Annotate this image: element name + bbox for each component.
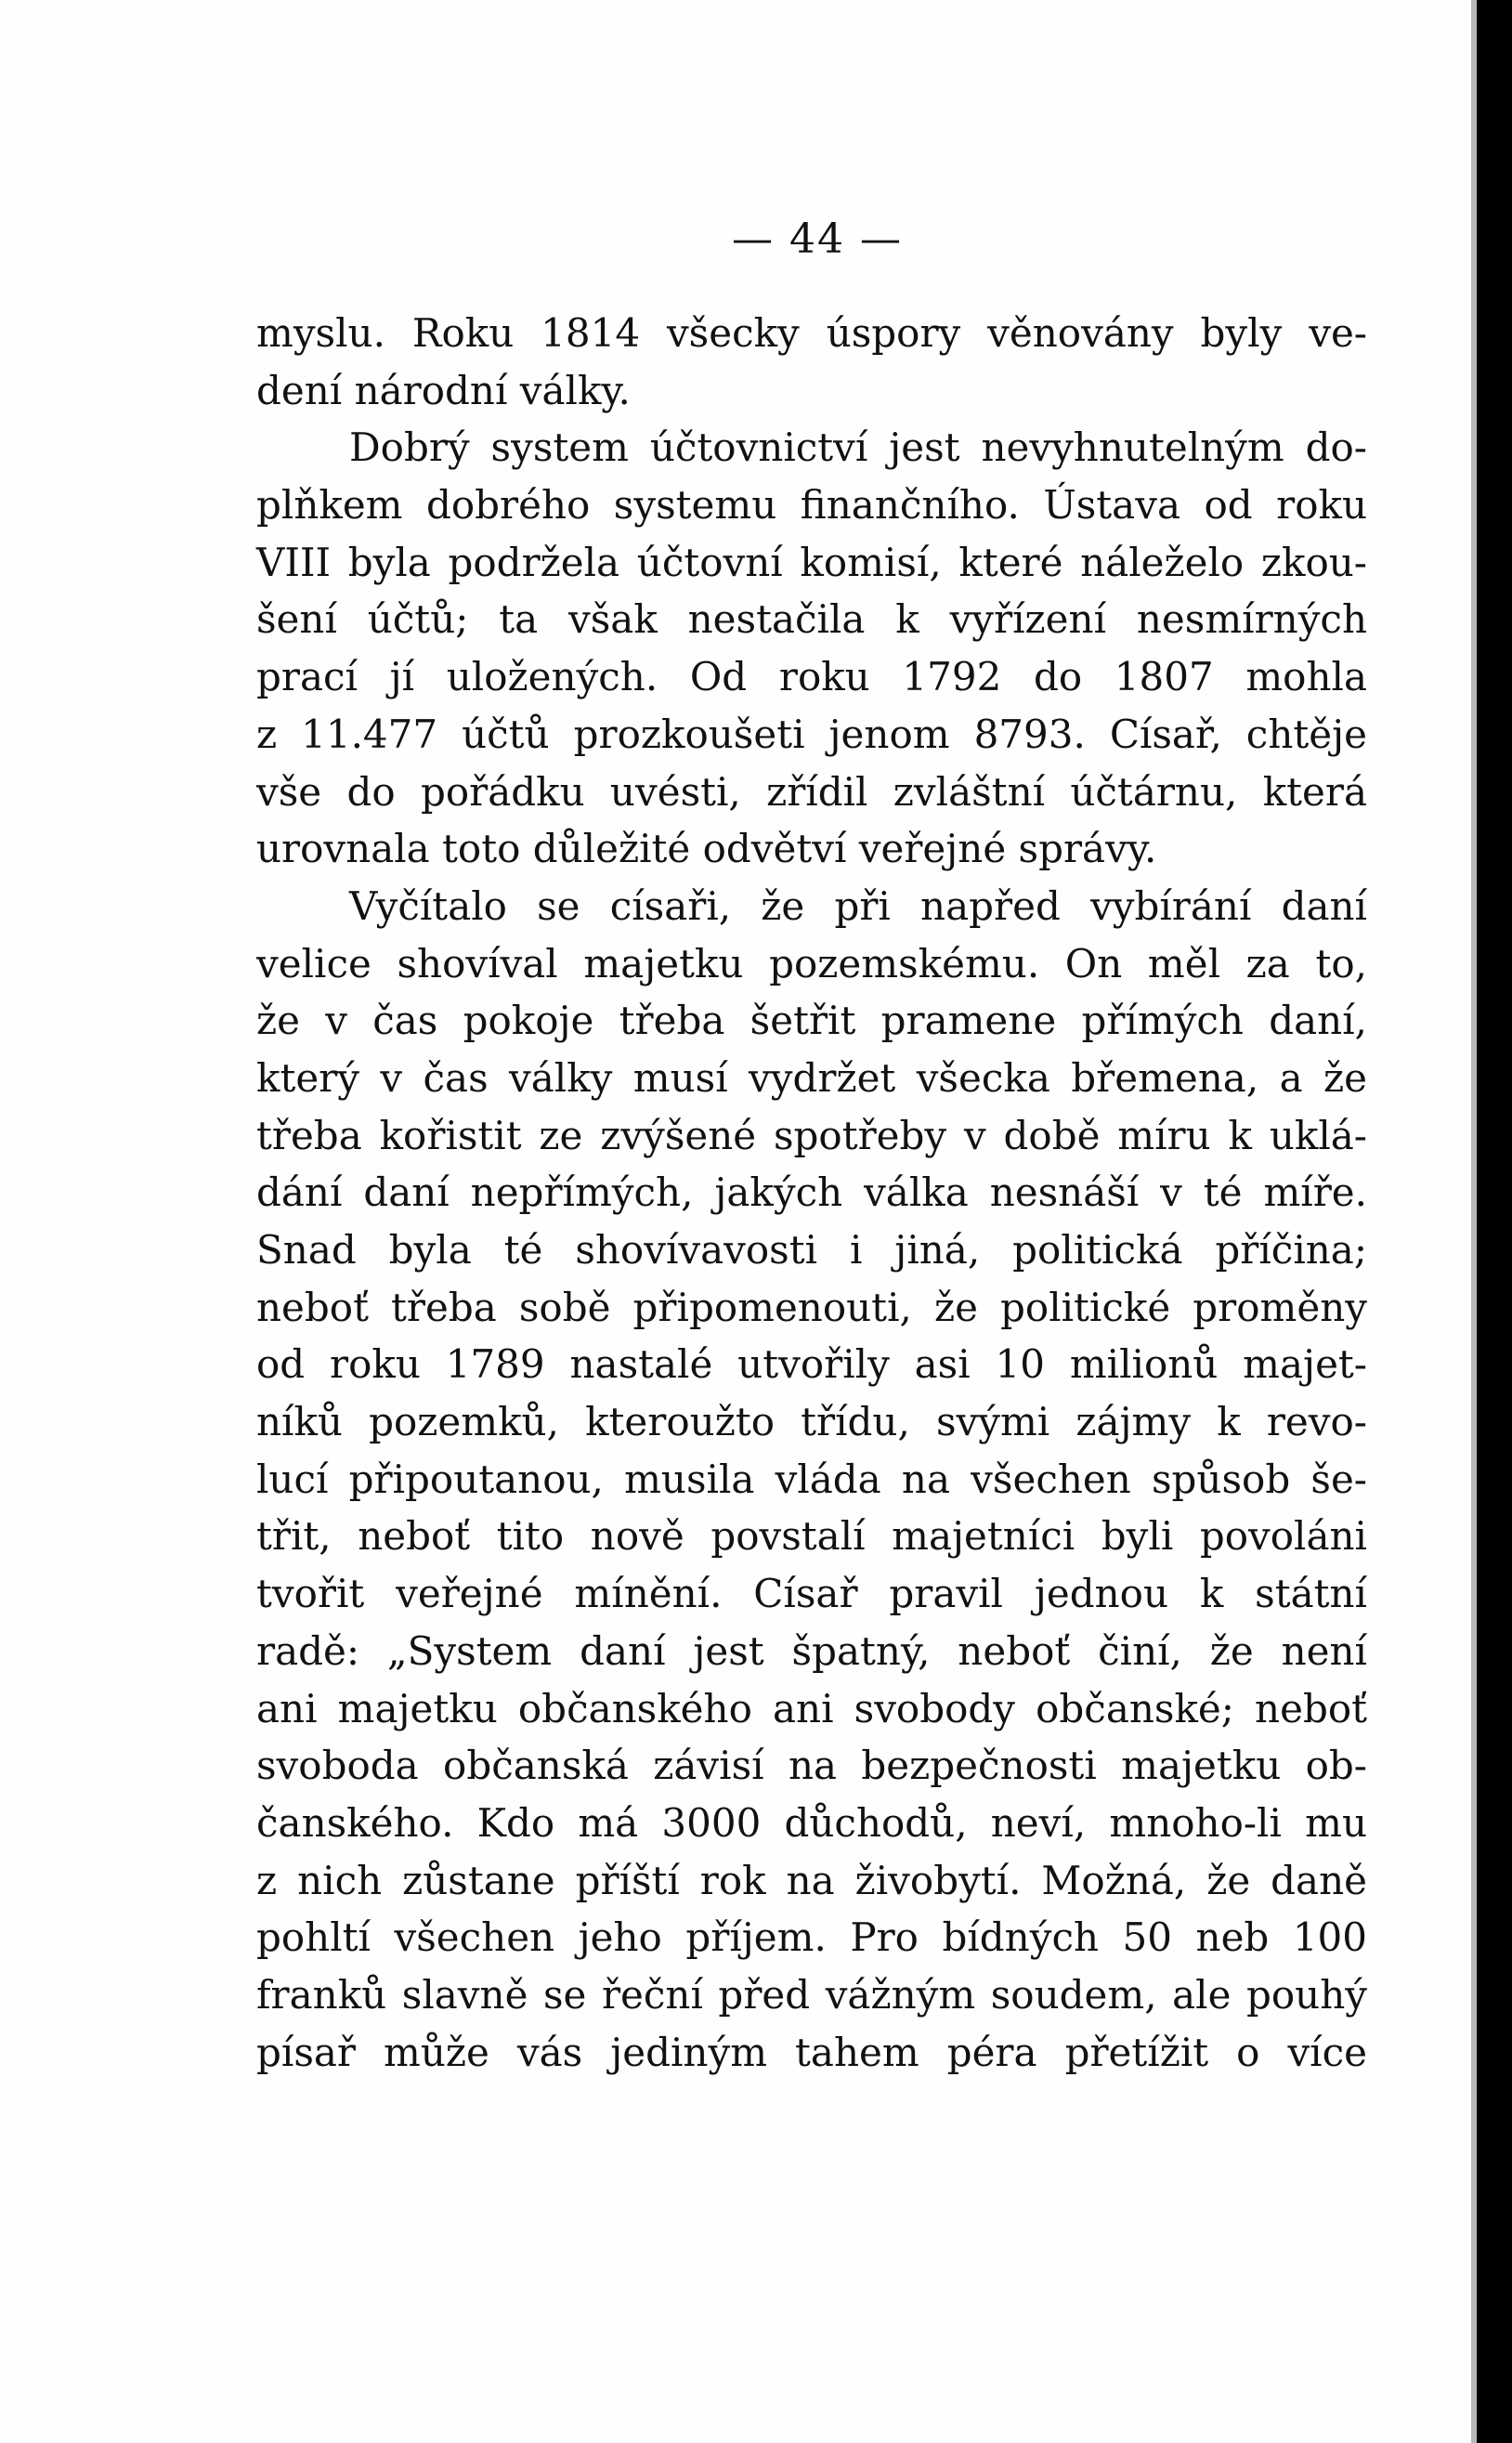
text-line: třit, neboť tito nově povstalí majetníci byli povoláni — [256, 1513, 1367, 1560]
text-line: radě: „System daní jest špatný, neboť činí, že není — [256, 1627, 1367, 1674]
text-line: tvořit veřejné mínění. Císař pravil jednou k státní — [256, 1571, 1367, 1617]
text-line: třeba kořistit ze zvýšené spotřeby v době míru k uklá- — [256, 1112, 1367, 1158]
text-line: že v čas pokoje třeba šetřit pramene přímých daní, — [256, 998, 1367, 1044]
text-line: plňkem dobrého systemu finančního. Ústava od roku — [256, 482, 1367, 529]
paragraph-start-line: Dobrý system účtovnictví jest nevyhnutelným do- — [349, 425, 1367, 471]
text-line: čanského. Kdo má 3000 důchodů, neví, mnoho-li mu — [256, 1799, 1367, 1846]
text-line: níků pozemků, kteroužto třídu, svými zájmy k revo- — [256, 1399, 1367, 1445]
text-line: pohltí všechen jeho příjem. Pro bídných 50 neb 100 — [256, 1914, 1367, 1961]
text-line: od roku 1789 nastalé utvořily asi 10 milionů majet- — [256, 1341, 1367, 1388]
text-line: který v čas války musí vydržet všecka břemena, a že — [256, 1054, 1367, 1101]
scan-border — [1477, 0, 1512, 2443]
text-line: svoboda občanská závisí na bezpečnosti majetku ob- — [256, 1743, 1367, 1789]
text-line: prací jí uložených. Od roku 1792 do 1807 mohla — [256, 654, 1367, 700]
text-line: myslu. Roku 1814 všecky úspory věnovány byly ve- — [256, 310, 1367, 356]
text-line: urovnala toto důležité odvětví veřejné správy. — [256, 826, 1157, 872]
text-line: šení účtů; ta však nestačila k vyřízení nesmírných — [256, 596, 1367, 643]
text-line: velice shovíval majetku pozemskému. On měl za to, — [256, 940, 1367, 986]
text-line: ani majetku občanského ani svobody občanské; neboť — [256, 1685, 1367, 1731]
text-line: VIII byla podržela účtovní komisí, které náleželo zkou- — [256, 539, 1367, 585]
text-line: písař může vás jediným tahem péra přetížit o více — [256, 2029, 1367, 2075]
text-line: dení národní války. — [256, 367, 631, 413]
text-line: z 11.477 účtů prozkoušeti jenom 8793. Císař, chtěje — [256, 711, 1367, 757]
text-line: Snad byla té shovívavosti i jiná, politická příčina; — [256, 1227, 1367, 1273]
body-text — [256, 305, 1367, 2081]
text-line: z nich zůstane příští rok na živobytí. Možná, že daně — [256, 1857, 1367, 1903]
text-line: lucí připoutanou, musila vláda na všechen spůsob še- — [256, 1456, 1367, 1502]
paragraph-start-line: Vyčítalo se císaři, že při napřed vybírání daní — [349, 882, 1367, 929]
text-line: vše do pořádku uvésti, zřídil zvláštní účtárnu, která — [256, 768, 1367, 815]
text-line: neboť třeba sobě připomenouti, že politické proměny — [256, 1284, 1367, 1330]
text-line: franků slavně se řeční před vážným soudem, ale pouhý — [256, 1971, 1367, 2018]
page-number: — 44 — — [732, 216, 903, 263]
text-line: dání daní nepřímých, jakých válka nesnáší v té míře. — [256, 1169, 1367, 1216]
